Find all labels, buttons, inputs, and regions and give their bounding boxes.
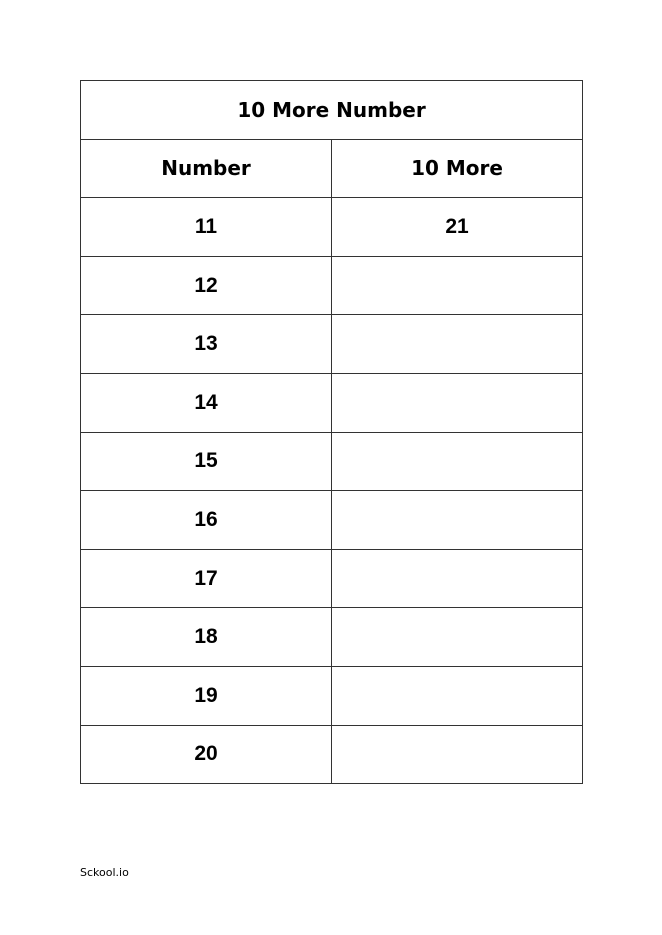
worksheet-table: [80, 80, 583, 784]
number-cell: 14: [81, 373, 332, 432]
table-row: [81, 549, 583, 608]
header-row: [81, 139, 583, 198]
table-row: [81, 666, 583, 725]
answer-cell: 21: [332, 198, 583, 257]
table-row: [81, 432, 583, 491]
title-row: [81, 81, 583, 140]
answer-cell: [332, 432, 583, 491]
number-cell: 12: [81, 256, 332, 315]
column-header-ten-more: 10 More: [332, 139, 583, 198]
footer-brand: Sckool.io: [80, 866, 129, 879]
answer-cell: [332, 373, 583, 432]
column-header-number: Number: [81, 139, 332, 198]
table-row: [81, 256, 583, 315]
answer-cell: [332, 491, 583, 550]
answer-cell: [332, 256, 583, 315]
answer-cell: [332, 549, 583, 608]
number-cell: 20: [81, 725, 332, 784]
table-row: [81, 725, 583, 784]
answer-cell: [332, 608, 583, 667]
number-cell: 15: [81, 432, 332, 491]
number-cell: 13: [81, 315, 332, 374]
answer-cell: [332, 315, 583, 374]
number-cell: 11: [81, 198, 332, 257]
number-cell: 16: [81, 491, 332, 550]
table-row: [81, 315, 583, 374]
table-title: 10 More Number: [81, 81, 583, 140]
number-cell: 18: [81, 608, 332, 667]
table-row: [81, 491, 583, 550]
answer-cell: [332, 666, 583, 725]
number-cell: 19: [81, 666, 332, 725]
table-row: [81, 373, 583, 432]
table-row: [81, 608, 583, 667]
answer-cell: [332, 725, 583, 784]
number-cell: 17: [81, 549, 332, 608]
table-row: [81, 198, 583, 257]
